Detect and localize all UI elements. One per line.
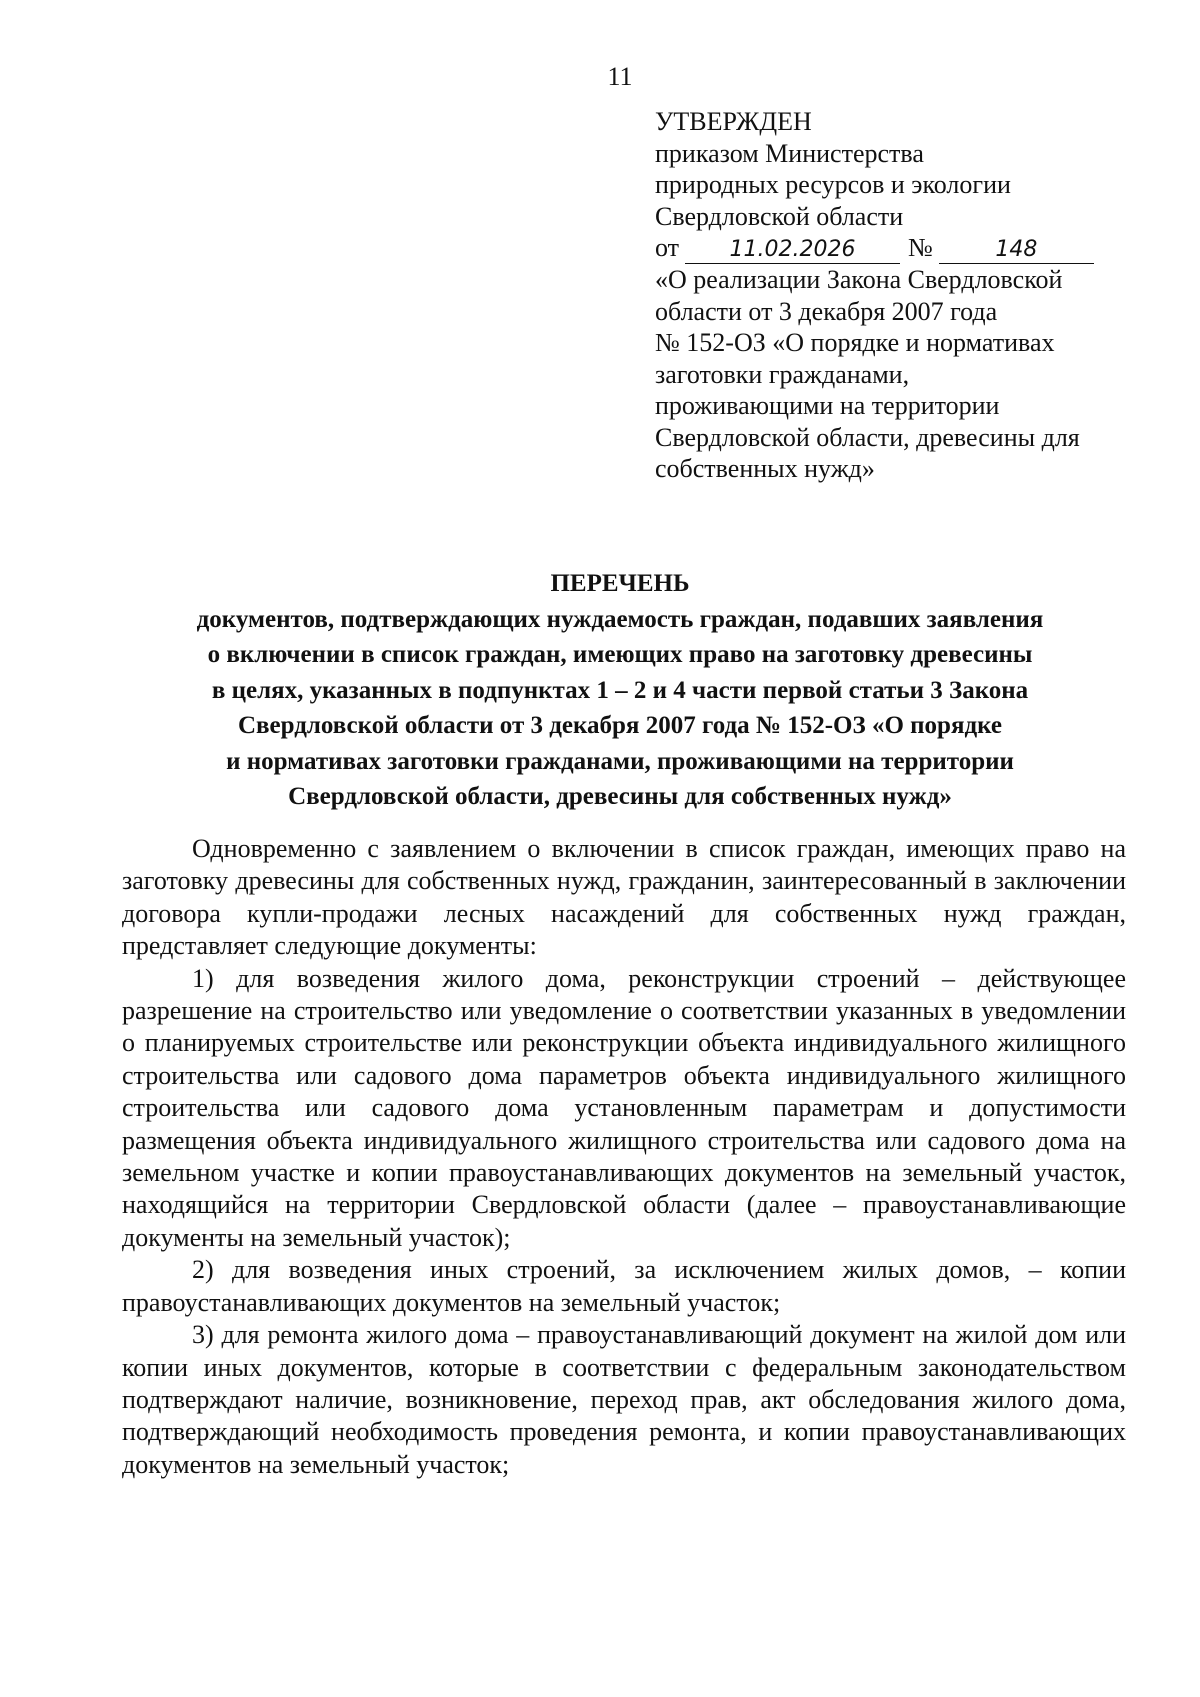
- approval-block: [655, 106, 1155, 485]
- approval-subject-6: Свердловской области, древесины для: [655, 422, 1080, 452]
- handwritten-number: 148: [939, 237, 1094, 264]
- header-line-3: в целях, указанных в подпунктах 1 – 2 и 4 части первой статьи 3 Закона: [211, 676, 1029, 704]
- document-header: [120, 566, 1120, 815]
- document-body: [122, 833, 1126, 1481]
- number-label: №: [908, 233, 933, 262]
- approval-sign-row: [655, 232, 1155, 264]
- approval-line-1: приказом Министерства: [655, 138, 924, 168]
- approval-subject-5: проживающими на территории: [655, 391, 1000, 420]
- approval-subject-4: заготовки гражданами,: [655, 359, 910, 389]
- list-item-3: 3) для ремонта жилого дома – правоустанавливающий документ на жилой дом или копии иных документов, которые в соответствии с федеральным законодательством подтверждают наличие, возникновение, переход прав, акт обследования жилого дома, подтверждающий необходимость проведения ремонта, и копии правоустанавливающих документов на земельный участок;: [122, 1320, 1126, 1479]
- header-line-2: о включении в список граждан, имеющих право на заготовку древесины: [207, 641, 1033, 668]
- document-title: ПЕРЕЧЕНЬ: [550, 570, 690, 597]
- header-line-4: Свердловской области от 3 декабря 2007 года № 152-ОЗ «О порядке: [237, 712, 1003, 739]
- header-line-6: Свердловской области, древесины для собственных нужд»: [288, 783, 952, 810]
- header-line-1: документов, подтверждающих нуждаемость граждан, подавших заявления: [196, 605, 1044, 633]
- approval-subject-1: «О реализации Закона Свердловской: [655, 265, 1063, 294]
- page-number: 11: [607, 62, 633, 91]
- approval-subject-7: собственных нужд»: [655, 454, 875, 483]
- header-line-5: и нормативах заготовки гражданами, проживающими на территории: [226, 747, 1014, 775]
- approval-line-2: природных ресурсов и экологии: [655, 170, 1011, 199]
- approval-subject-2: области от 3 декабря 2007 года: [655, 296, 998, 326]
- list-item-1: 1) для возведения жилого дома, реконструкции строений – действующее разрешение на строительство или уведомление о соответствии указанных в уведомлении о планируемых строительстве или реконструкции объекта индивидуального жилищного строительства или садового дома параметров объекта индивидуального жилищного строительства или садового дома установленным параметрам и допустимости размещения объекта индивидуального жилищного строительства или садового дома на земельном участке и копии правоустанавливающих документов на земельный участок, находящийся на территории Свердловской области (далее – правоустанавливающие документы на земельный участок);: [122, 963, 1126, 1252]
- from-label: от: [655, 233, 680, 262]
- approval-title: УТВЕРЖДЕН: [655, 107, 812, 136]
- handwritten-date: 11.02.2026: [685, 237, 900, 264]
- list-item-2: 2) для возведения иных строений, за исключением жилых домов, – копии правоустанавливающих документов на земельный участок;: [122, 1255, 1126, 1317]
- approval-subject-3: № 152-ОЗ «О порядке и нормативах: [655, 328, 1055, 357]
- approval-line-3: Свердловской области: [655, 201, 904, 231]
- intro-paragraph: Одновременно с заявлением о включении в список граждан, имеющих право на заготовку древесины для собственных нужд, гражданин, заинтересованный в заключении договора купли-продажи лесных насаждений для собственных нужд граждан, представляет следующие документы:: [122, 834, 1126, 961]
